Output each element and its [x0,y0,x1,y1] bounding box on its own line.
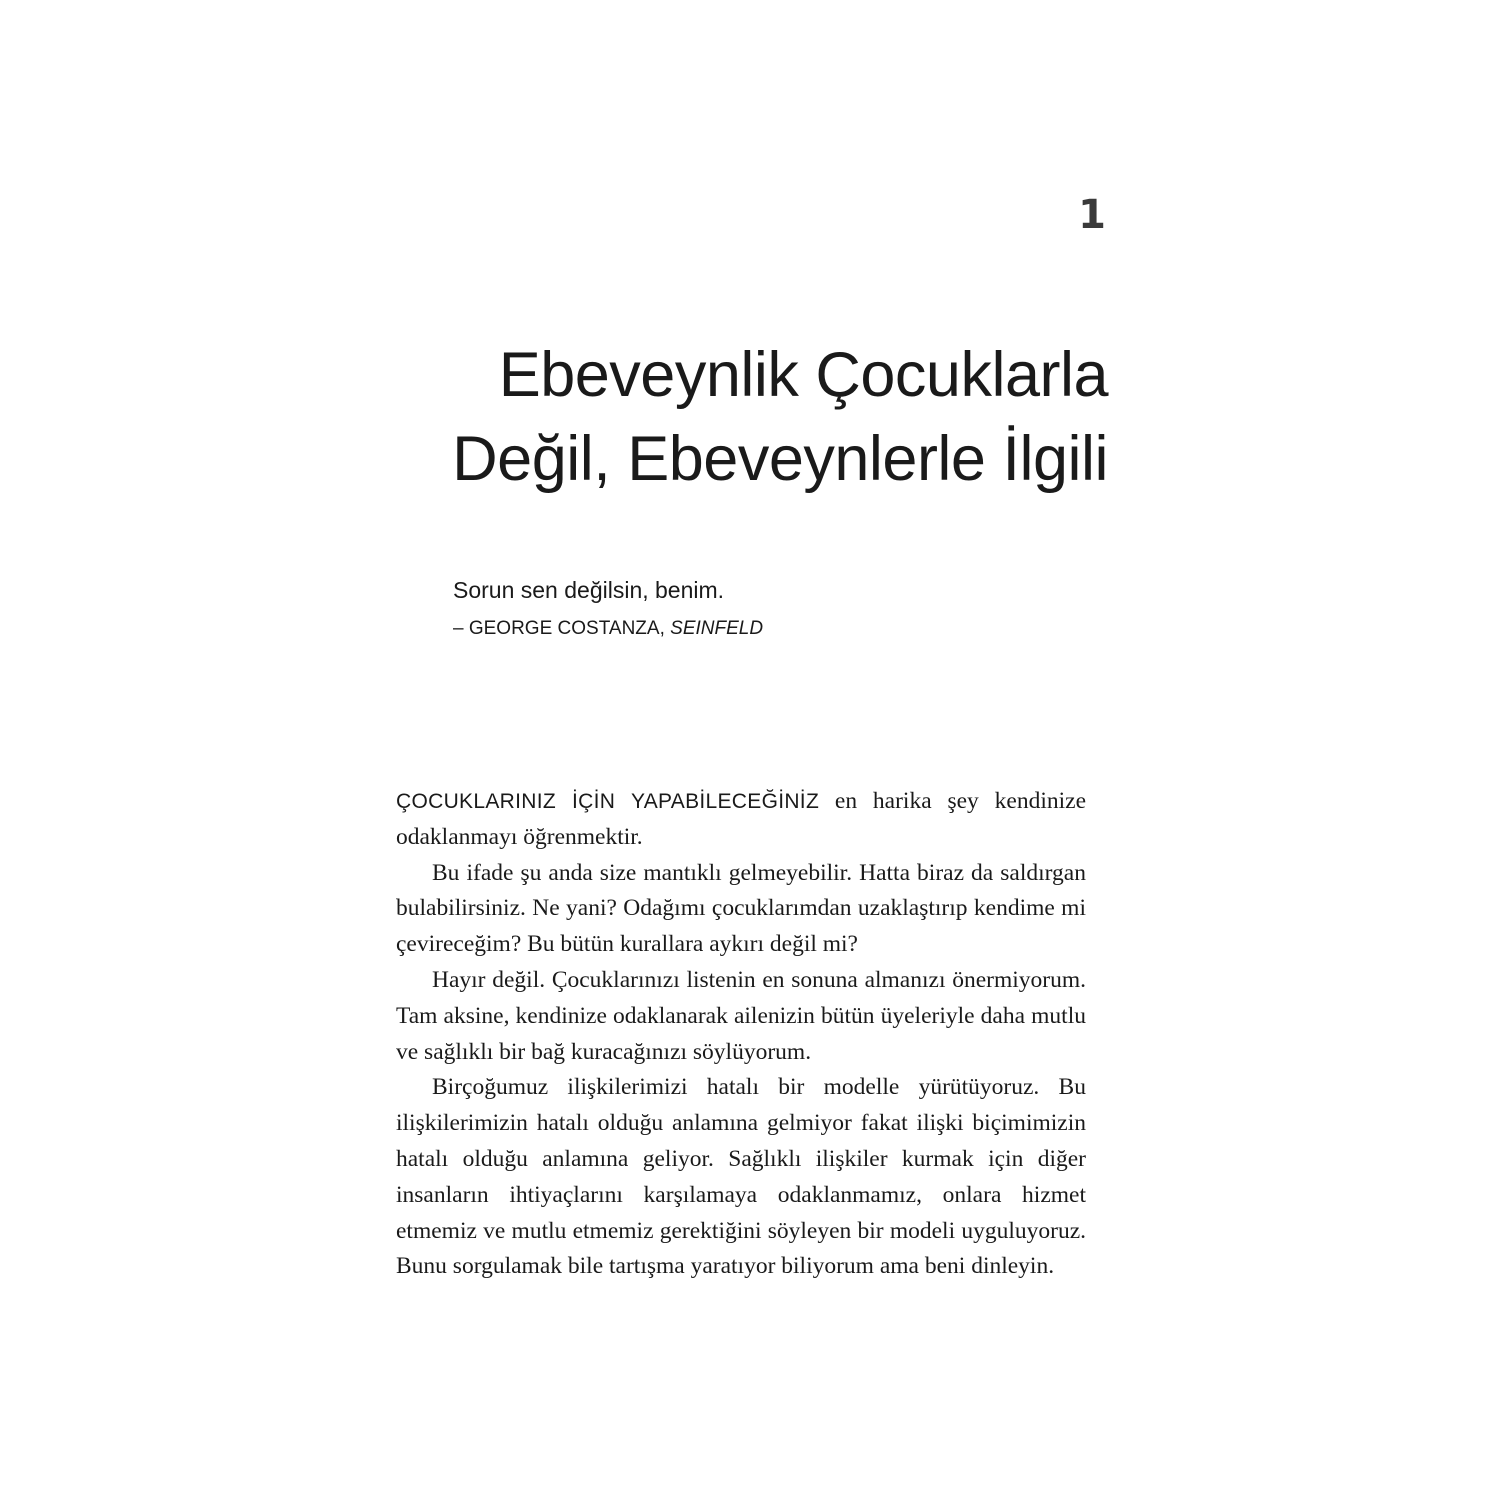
paragraph-1 [396,784,1086,856]
paragraph-lead-caps: ÇOCUKLARINIZ İÇİN YAPABİLECEĞİNİZ [396,790,820,813]
paragraph-1-rest: en harika şey kendinize odaklanmayı öğrenmektir. [396,788,1086,850]
epigraph-quote: Sorun sen değilsin, benim. [453,577,725,603]
chapter-title [400,333,1108,501]
epigraph-source: SEINFELD [670,618,764,639]
paragraph-3: Hayır değil. Çocuklarınızı listenin en sonuna almanızı önermiyorum. Tam aksine, kendinize odaklanarak ailenizin bütün üyeleriyle daha mutlu ve sağlıklı bir bağ kuracağınızı söylüyorum. [396,966,1086,1065]
paragraph-2: Bu ifade şu anda size mantıklı gelmeyebilir. Hatta biraz da saldırgan bulabilirsiniz. Ne yani? Odağımı çocuklarımdan uzaklaştırıp kendime mi çevireceğim? Bu bütün kurallara aykırı değil mi? [396,859,1086,958]
paragraph-4: Birçoğumuz ilişkilerimizi hatalı bir modelle yürütüyoruz. Bu ilişkilerimizin hatalı olduğu anlamına gelmiyor fakat ilişki biçimimizin hatalı olduğu anlamına geliyor. Sağlıklı ilişkiler kurmak için diğer insanların ihtiyaçlarını karşılamaya odaklanmamız, onlara hizmet etmemiz ve mutlu etmemiz gerektiğini söyleyen bir modeli uyguluyoruz. Bunu sorgulamak bile tartışma yaratıyor biliyorum ama beni dinleyin. [396,1074,1086,1280]
epigraph [453,572,1093,644]
epigraph-attribution [453,614,1093,644]
chapter-title-line-2: Değil, Ebeveynlerle İlgili [452,424,1108,494]
epigraph-author: – GEORGE COSTANZA, [453,618,665,639]
body-text [396,784,1086,1285]
chapter-number: 1 [1078,192,1106,238]
chapter-title-line-1: Ebeveynlik Çocuklarla [498,340,1108,410]
